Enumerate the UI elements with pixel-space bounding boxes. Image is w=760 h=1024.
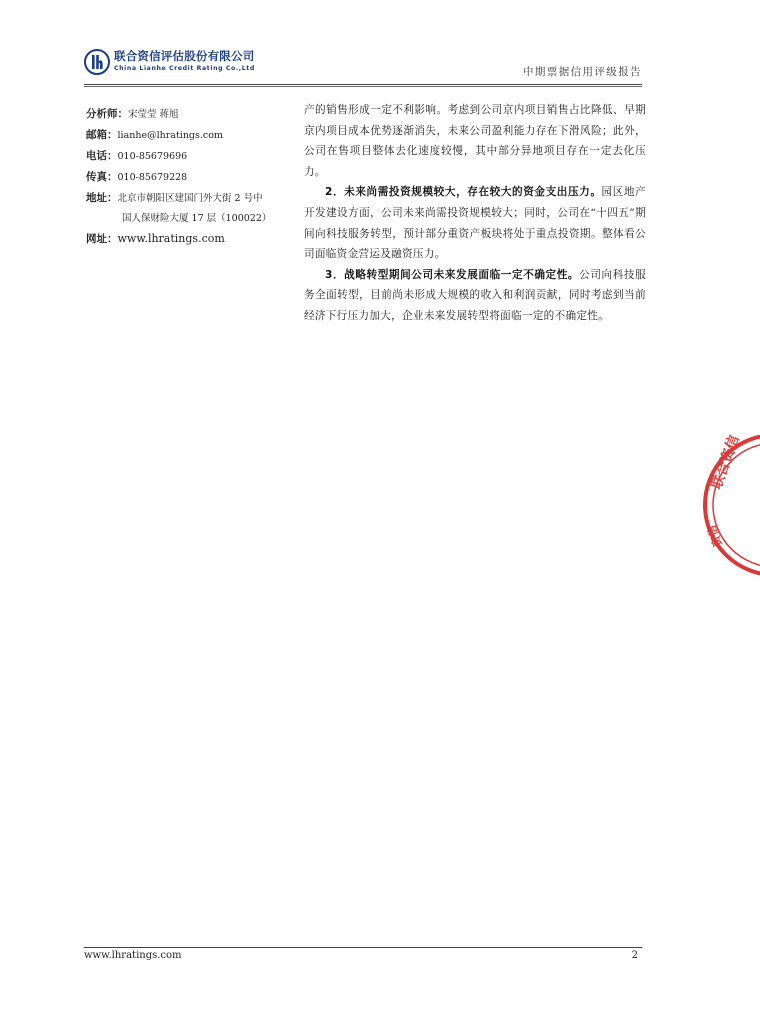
company-logo — [84, 48, 274, 78]
analyst-row — [86, 104, 294, 125]
svg-text:联合资信: 联合资信 — [708, 433, 743, 492]
paragraph-3-heading: 战略转型期间公司未来发展面临一定不确定性。 — [344, 268, 580, 281]
address-row — [86, 188, 294, 209]
fax-value: 010-85679228 — [117, 172, 188, 183]
footer-website[interactable]: www.lhratings.com — [84, 950, 182, 961]
address-line-1: 北京市朝阳区建国门外大街 2 号中 — [117, 193, 263, 204]
website-row — [86, 229, 294, 250]
paragraph-3 — [304, 265, 646, 327]
paragraph-1: 产的销售形成一定不利影响。考虑到公司京内项目销售占比降低、早期京内项目成本优势逐渐消失，未来公司盈利能力存在下滑风险；此外，公司在售项目整体去化速度较慢，其中部分异地项目存在一定去化压力。 — [304, 104, 646, 178]
paragraph-3-text: 公司向科技服务全面转型，目前尚未形成大规模的收入和利润贡献，同时考虑到当前经济下行压力加大，企业未来发展转型将面临一定的不确定性。 — [304, 268, 646, 322]
paragraph-2-text: 园区地产开发建设方面，公司未来尚需投资规模较大；同时，公司在“十四五”期间向科技服务转型，预计部分重资产板块将处于重点投资期。整体看公司面临资金营运及融资压力。 — [304, 186, 646, 261]
header-divider — [84, 84, 642, 85]
email-row — [86, 125, 294, 146]
svg-text:资信: 资信 — [705, 523, 725, 549]
address-line-2: 国人保财险大厦 17 层（100022） — [122, 213, 272, 224]
main-content — [304, 100, 646, 327]
header-divider-secondary — [84, 86, 642, 87]
report-type-title: 中期票据信用评级报告 — [523, 66, 642, 78]
phone-row — [86, 146, 294, 167]
paragraph-2-number: 2． — [325, 186, 345, 199]
email-label: 邮箱： — [86, 129, 118, 141]
website-label: 网址： — [86, 233, 118, 245]
paragraph-2 — [304, 182, 646, 264]
email-value[interactable]: lianhe@lhratings.com — [117, 130, 223, 141]
lianhe-logo-icon — [84, 49, 110, 75]
page-number: 2 — [631, 950, 638, 961]
paragraph-3-number: 3． — [325, 268, 345, 281]
address-label: 地址： — [86, 192, 118, 204]
fax-row — [86, 167, 294, 188]
company-name-en: China Lianhe Credit Rating Co.,Ltd — [114, 65, 255, 72]
analyst-value: 宋莹莹 蒋旭 — [128, 109, 179, 120]
website-link[interactable]: www.lhratings.com — [117, 232, 225, 245]
paragraph-2-heading: 未来尚需投资规模较大，存在较大的资金支出压力。 — [344, 186, 602, 199]
company-seal-stamp — [700, 430, 760, 580]
fax-label: 传真： — [86, 171, 118, 183]
analyst-label: 分析师： — [86, 108, 128, 120]
phone-label: 电话： — [86, 150, 118, 162]
company-name-cn: 联合资信评估股份有限公司 — [114, 49, 255, 63]
phone-value: 010-85679696 — [117, 151, 188, 162]
contact-info — [86, 104, 294, 250]
footer-divider — [84, 947, 642, 948]
